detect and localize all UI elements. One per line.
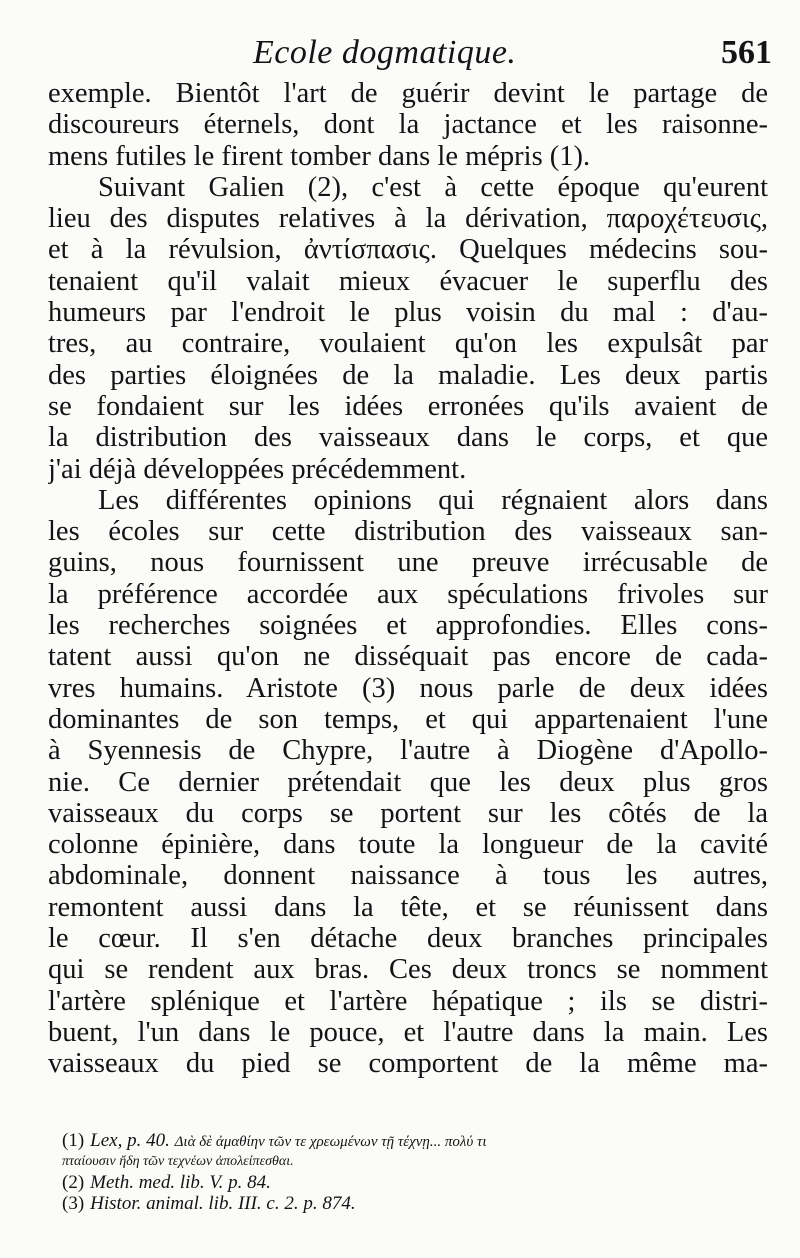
- text-line: Suivant Galien (2), c'est à cette époque qu'eurent: [98, 171, 768, 203]
- footnote-mark: (3): [62, 1193, 85, 1214]
- text-line: abdominale, donnent naissance à tous les autres,: [48, 860, 768, 892]
- text-line: buent, l'un dans le pouce, et l'autre dans la main. Les: [48, 1016, 768, 1048]
- text-line: la distribution des vaisseaux dans le corps, et que: [48, 422, 768, 454]
- text-line: remontent aussi dans la tête, et se réunissent dans: [48, 891, 768, 923]
- footnote-1-continuation: πταίουσιν ἤδη τῶν τεχνέων ἀπολείπεσθαι.: [62, 1154, 294, 1169]
- running-title: Ecole dogmatique.: [253, 34, 517, 71]
- page-number: 561: [721, 34, 772, 71]
- text-line: vaisseaux du corps se portent sur les côtés de la: [48, 797, 768, 829]
- text-line: les recherches soignées et approfondies. Elles cons-: [48, 610, 768, 642]
- footnote-reference: Lex, p. 40.: [90, 1130, 170, 1151]
- text-line: qui se rendent aux bras. Ces deux troncs se nomment: [48, 954, 768, 986]
- text-line: humeurs par l'endroit le plus voisin du mal : d'au-: [48, 297, 768, 329]
- text-line: tenaient qu'il valait mieux évacuer le superflu des: [48, 265, 768, 297]
- text-line: et à la révulsion, ἀντίσπασις. Quelques médecins sou-: [48, 234, 768, 266]
- text-line: vaisseaux du pied se comportent de la même ma-: [48, 1048, 768, 1080]
- text-line: vres humains. Aristote (3) nous parle de deux idées: [48, 672, 768, 704]
- text-line: guins, nous fournissent une preuve irrécusable de: [48, 547, 768, 579]
- text-line: colonne épinière, dans toute la longueur de la cavité: [48, 829, 768, 861]
- text-line: exemple. Bientôt l'art de guérir devint le partage de: [48, 78, 768, 109]
- text-line: Les différentes opinions qui régnaient alors dans: [98, 484, 768, 516]
- footnote-2: [62, 1172, 766, 1193]
- footnote-greek-quote: Διὰ δὲ ἀμαθίην τῶν τε χρεωμένων τῇ τέχνῃ... πολύ τι: [174, 1134, 487, 1150]
- text-line: se fondaient sur les idées erronées qu'ils avaient de: [48, 390, 768, 422]
- footnote-mark: (1): [62, 1130, 85, 1151]
- footnote-reference: Histor. animal. lib. III. c. 2. p. 874.: [90, 1193, 356, 1214]
- body-text: [48, 78, 768, 1080]
- text-line: des parties éloignées de la maladie. Les deux partis: [48, 359, 768, 391]
- text-line: à Syennesis de Chypre, l'autre à Diogène d'Apollo-: [48, 735, 768, 767]
- text-line: tatent aussi qu'on ne disséquait pas encore de cada-: [48, 641, 768, 673]
- text-line: dominantes de son temps, et qui appartenaient l'une: [48, 703, 768, 735]
- footnote-mark: (2): [62, 1172, 85, 1193]
- text-line: la préférence accordée aux spéculations frivoles sur: [48, 578, 768, 610]
- footnote-reference: Meth. med. lib. V. p. 84.: [90, 1172, 271, 1193]
- text-line: mens futiles le firent tomber dans le mépris (1).: [48, 140, 591, 172]
- text-line: discoureurs éternels, dont la jactance et les raisonne-: [48, 109, 768, 141]
- text-line: j'ai déjà développées précédemment.: [48, 453, 467, 485]
- text-line: tres, au contraire, voulaient qu'on les expulsât par: [48, 328, 768, 360]
- footnote-1: [62, 1130, 766, 1151]
- footnote-3: [62, 1193, 766, 1214]
- text-line: le cœur. Il s'en détache deux branches principales: [48, 923, 768, 955]
- page-header: [48, 34, 772, 74]
- text-line: les écoles sur cette distribution des vaisseaux san-: [48, 516, 768, 548]
- text-line: nie. Ce dernier prétendait que les deux plus gros: [48, 766, 768, 798]
- footnotes: [62, 1130, 766, 1214]
- text-line: lieu des disputes relatives à la dérivation, παροχέτευσις,: [48, 203, 768, 235]
- text-line: l'artère splénique et l'artère hépatique ; ils se distri-: [48, 985, 768, 1017]
